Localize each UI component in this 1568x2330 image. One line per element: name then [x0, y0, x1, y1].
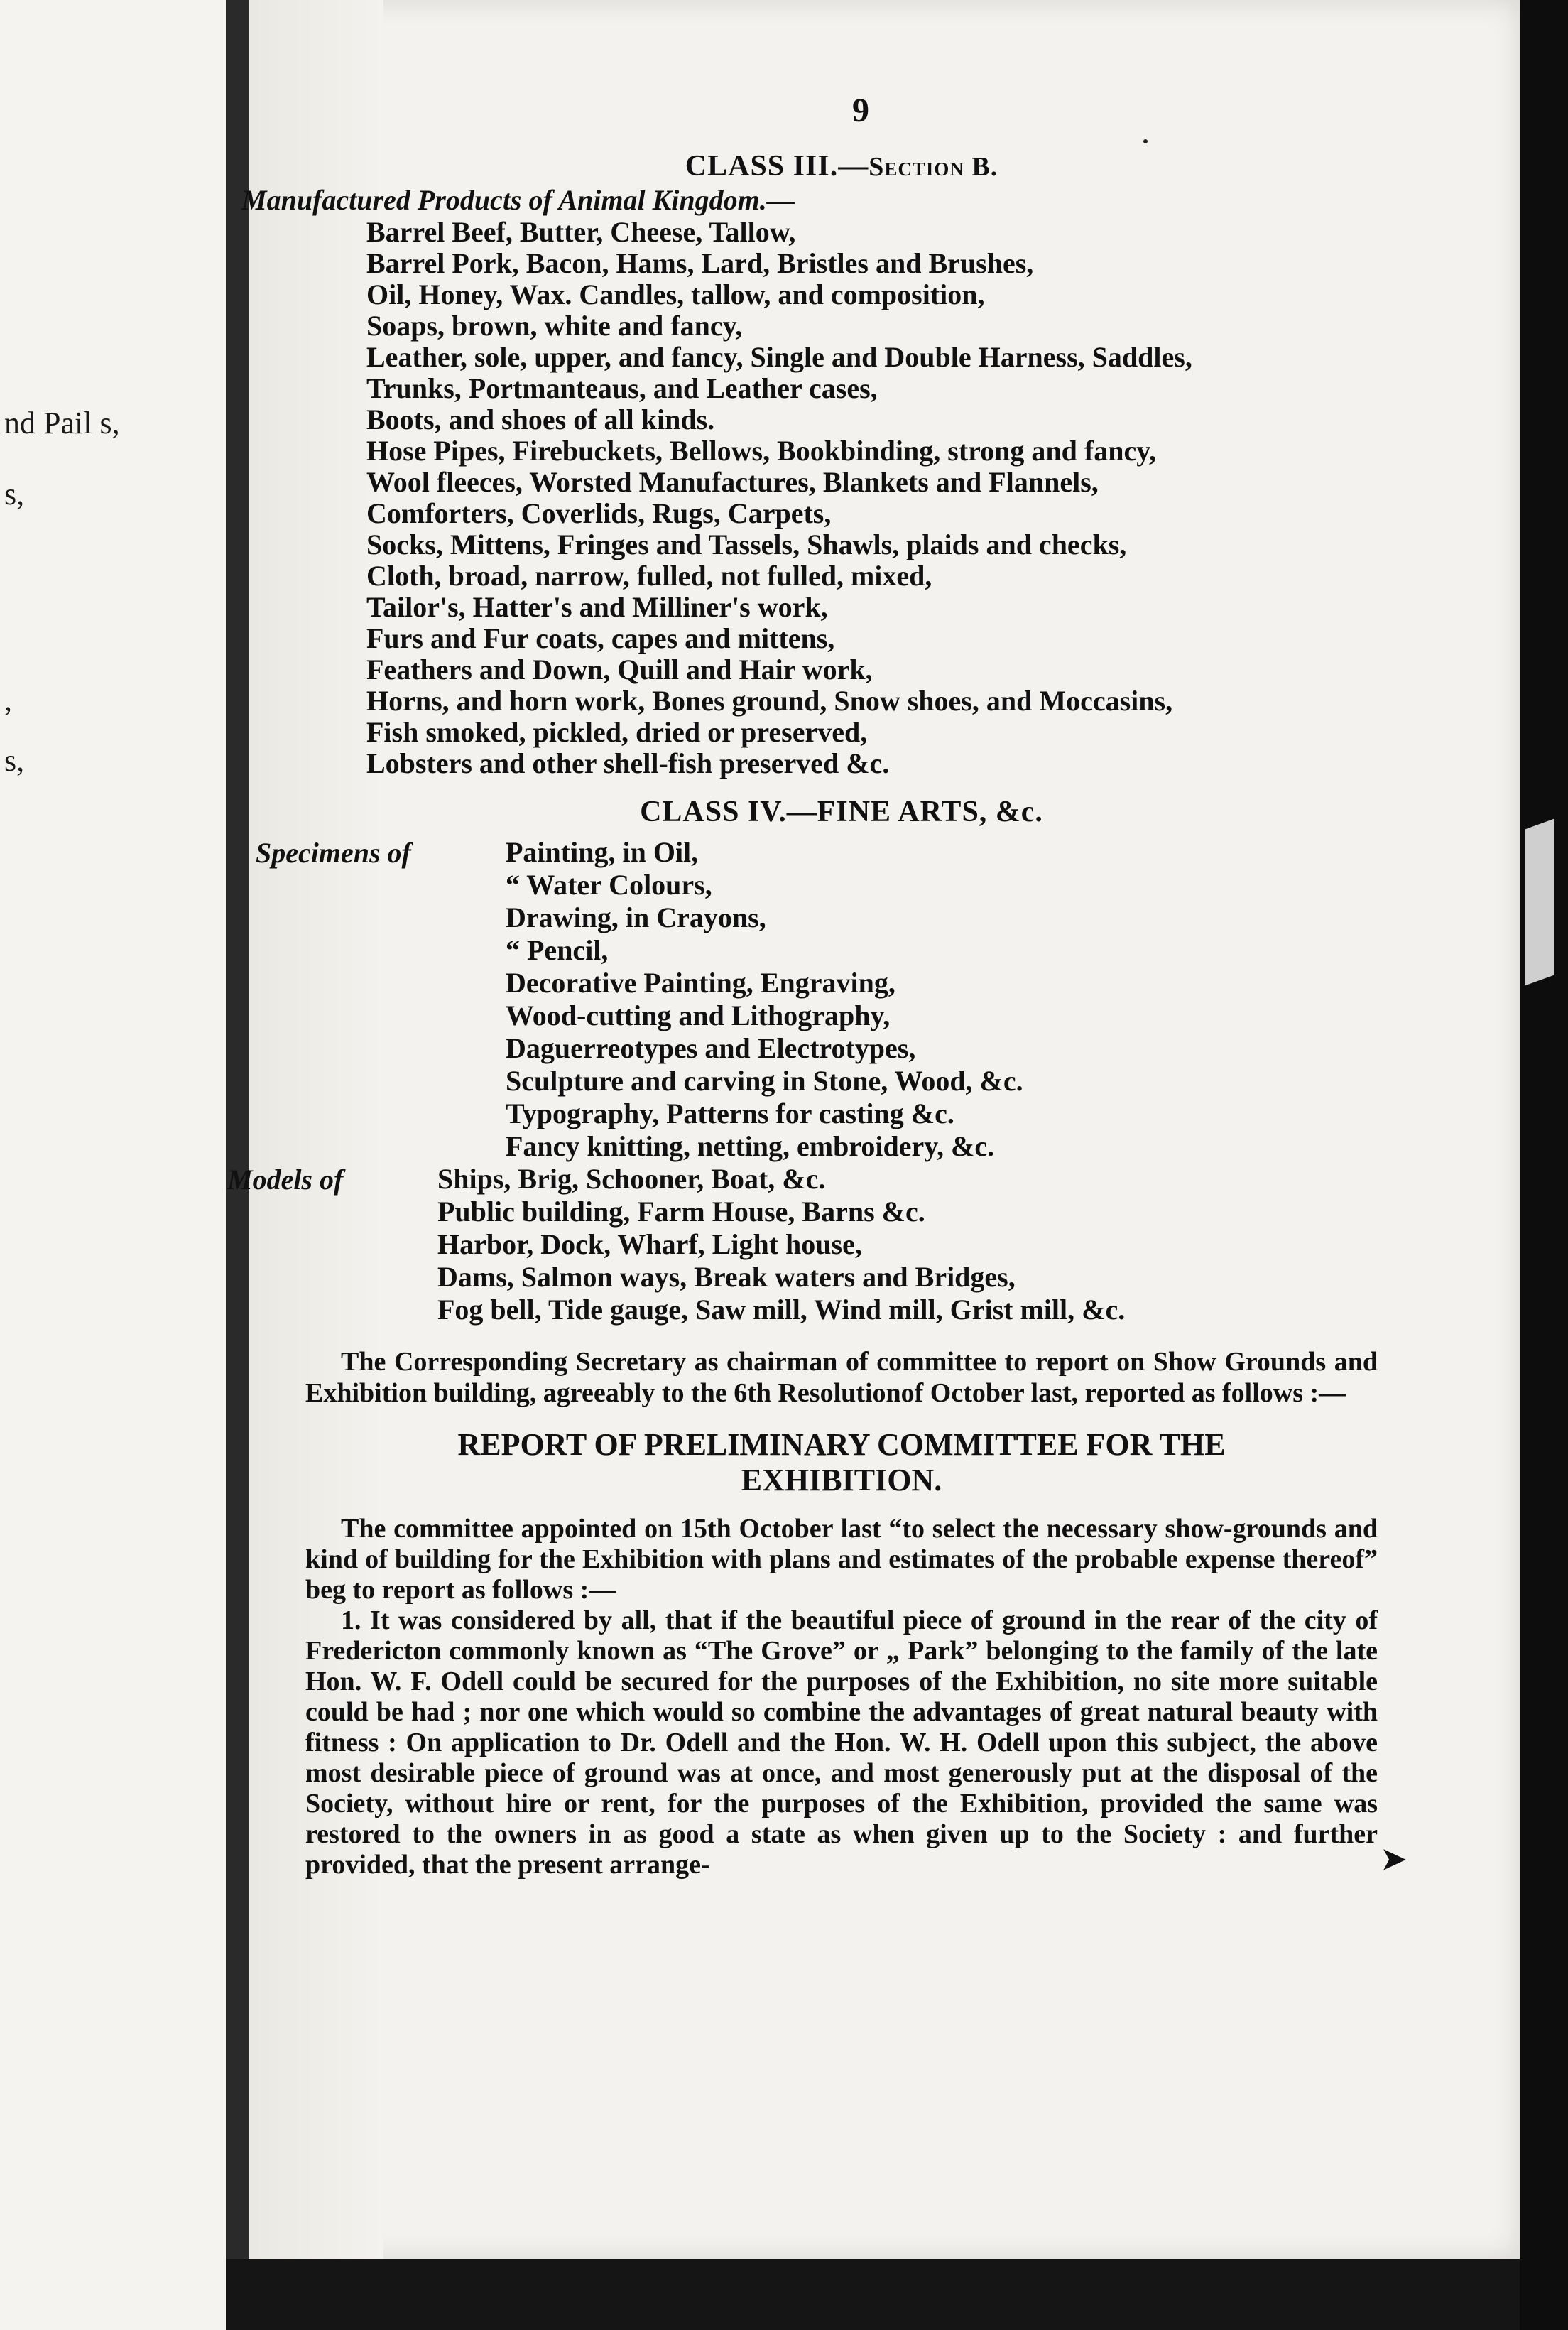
list-item: Daguerreotypes and Electrotypes,: [506, 1032, 916, 1064]
list-item: Lobsters and other shell-fish preserved &c.: [366, 747, 890, 779]
page-content: [227, 85, 1378, 1880]
list-item: Harbor, Dock, Wharf, Light house,: [437, 1228, 862, 1260]
list-item: Boots, and shoes of all kinds.: [366, 403, 715, 435]
specimens-list: [305, 836, 1378, 1163]
left-fragment-text: s,: [4, 743, 25, 778]
page-number: 9: [852, 92, 869, 129]
page-corner-fold: [1525, 819, 1554, 986]
left-fragment-text: nd Pail s,: [4, 406, 120, 440]
specimens-label: Specimens of: [256, 837, 411, 869]
report-point-1-paragraph: 1. It was considered by all, that if the beautiful piece of ground in the rear of the city of Fredericton commonly known as “The Grove” or „ Park” belonging to the family of the late Hon. W. F. Odell could be secured for the purposes of the Exhibition, no site more suitable could be had ; nor one which would so combine the advantages of great natural beauty with fitness : On application to Dr. Odell and the Hon. W. H. Odell upon this subject, the above most desirable piece of ground was at once, and most generously put at the disposal of the Society, without hire or rent, for the purposes of the Exhibition, provided the same was restored to the owners in as good a state as when given up to the Society : and further provided, that the present arrange-: [305, 1605, 1378, 1880]
list-item: Oil, Honey, Wax. Candles, tallow, and composition,: [366, 278, 985, 310]
page-right-border: [1520, 0, 1568, 2330]
list-item: Barrel Beef, Butter, Cheese, Tallow,: [366, 216, 796, 248]
list-item: Trunks, Portmanteaus, and Leather cases,: [366, 372, 878, 404]
page-bottom-border: [226, 2259, 1520, 2330]
class4-heading: CLASS IV.—FINE ARTS, &c.: [640, 796, 1043, 828]
list-item: Feathers and Down, Quill and Hair work,: [366, 654, 873, 686]
class3-subheading: Manufactured Products of Animal Kingdom.—: [241, 184, 795, 216]
secretary-paragraph: The Corresponding Secretary as chairman of committee to report on Show Grounds and Exhibition building, agreeably to the 6th Resolutionof October last, reported as follows :—: [305, 1347, 1378, 1408]
list-item: Sculpture and carving in Stone, Wood, &c.: [506, 1065, 1023, 1097]
list-item: Drawing, in Crayons,: [506, 901, 766, 933]
left-fragment-text: s,: [4, 477, 25, 511]
list-item: Dams, Salmon ways, Break waters and Bridges,: [437, 1261, 1016, 1293]
left-fragment-text: ,: [4, 683, 12, 717]
report-title-line1: REPORT OF PRELIMINARY COMMITTEE FOR THE: [457, 1427, 1226, 1462]
class3-title: CLASS III.—: [685, 150, 869, 183]
class3-section: Section B.: [869, 152, 998, 182]
models-label: Models of: [227, 1164, 344, 1196]
list-item: Soaps, brown, white and fancy,: [366, 310, 743, 342]
list-item: Furs and Fur coats, capes and mittens,: [366, 622, 835, 654]
list-item: Wood-cutting and Lithography,: [506, 999, 891, 1031]
list-item: Barrel Pork, Bacon, Hams, Lard, Bristles and Brushes,: [366, 247, 1034, 279]
list-item: Fancy knitting, netting, embroidery, &c.: [506, 1130, 995, 1162]
list-item: Horns, and horn work, Bones ground, Snow shoes, and Moccasins,: [366, 685, 1173, 717]
models-block: [227, 1163, 1378, 1326]
margin-mark-icon: ➤: [1381, 1843, 1407, 1876]
list-item: Fog bell, Tide gauge, Saw mill, Wind mill, Grist mill, &c.: [437, 1294, 1126, 1326]
report-title: [305, 1427, 1378, 1498]
list-item: Public building, Farm House, Barns &c.: [437, 1196, 925, 1228]
list-item: Fish smoked, pickled, dried or preserved,: [366, 716, 868, 748]
list-item: Hose Pipes, Firebuckets, Bellows, Bookbinding, strong and fancy,: [366, 435, 1157, 467]
class3-items-list: [305, 217, 1378, 779]
list-item: “ Water Colours,: [506, 869, 712, 901]
list-item: Tailor's, Hatter's and Milliner's work,: [366, 591, 828, 623]
list-item: Decorative Painting, Engraving,: [506, 967, 895, 999]
list-item: Cloth, broad, narrow, fulled, not fulled, mixed,: [366, 560, 932, 592]
list-item: Leather, sole, upper, and fancy, Single and Double Harness, Saddles,: [366, 341, 1192, 373]
list-item: Typography, Patterns for casting &c.: [506, 1098, 954, 1129]
list-item: “ Pencil,: [506, 934, 609, 966]
left-page-fragment: [0, 0, 226, 2330]
class3-heading: [305, 149, 1378, 183]
list-item: Ships, Brig, Schooner, Boat, &c.: [437, 1163, 826, 1195]
list-item: Painting, in Oil,: [506, 836, 699, 868]
report-intro-paragraph: The committee appointed on 15th October last “to select the necessary show-grounds and kind of building for the Exhibition with plans and estimates of the probable expense thereof” beg to report as follows :—: [305, 1514, 1378, 1605]
models-list: [305, 1163, 1378, 1326]
specimens-block: [256, 836, 1378, 1163]
list-item: Wool fleeces, Worsted Manufactures, Blankets and Flannels,: [366, 466, 1099, 498]
list-item: Comforters, Coverlids, Rugs, Carpets,: [366, 497, 832, 529]
list-item: Socks, Mittens, Fringes and Tassels, Shawls, plaids and checks,: [366, 529, 1127, 560]
report-title-line2: EXHIBITION.: [741, 1463, 942, 1497]
